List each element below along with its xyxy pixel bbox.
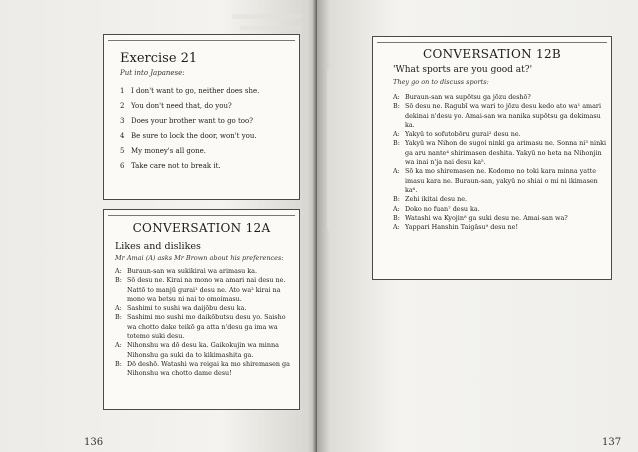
conversation-12a-box <box>103 209 300 410</box>
speaker-label: A: <box>393 167 400 176</box>
dialogue-lines <box>393 93 607 232</box>
speaker-label: A: <box>115 341 122 350</box>
list-item <box>120 114 259 129</box>
dialogue-line <box>393 102 607 130</box>
line-text: Buraun-san wa supōtsu ga jōzu deshō? <box>405 93 531 101</box>
line-text: Buraun-san wa sukikirai wa arimasu ka. <box>127 267 258 275</box>
dialogue-line <box>393 195 607 204</box>
speaker-label: B: <box>115 276 122 285</box>
bleed-through-edge <box>327 70 330 230</box>
item-text: I don't want to go, neither does she. <box>131 87 260 95</box>
list-item <box>120 84 259 99</box>
dialogue-line <box>393 130 607 139</box>
exercise-list <box>120 84 259 174</box>
item-number: 4 <box>120 132 125 140</box>
conversation-note: Mr Amai (A) asks Mr Brown about his preferences: <box>115 254 284 262</box>
speaker-label: B: <box>115 359 122 368</box>
conversation-title: CONVERSATION 12A <box>132 221 271 235</box>
list-item <box>120 129 259 144</box>
dialogue-line <box>393 214 607 223</box>
dialogue-line <box>393 139 607 167</box>
box-top-rule <box>108 40 295 41</box>
line-text: Yakyū wa Nihon de sugoi ninki ga arimasu ne. Sonna ni³ ninki ga aru nante⁴ shirimasen deshita. Yakyū no heta na Nihonjin wa inai n'ja nai desu ka⁵. <box>405 139 607 167</box>
dialogue-line <box>115 341 295 360</box>
speaker-label: B: <box>393 139 400 148</box>
line-text: Sashimi to sushi wa daijōbu desu ka. <box>127 304 247 313</box>
list-item <box>120 144 259 159</box>
line-text: Nihonshu wa dō desu ka. Gaikokujin wa minna Nihonshu ga suki da to kikimashita ga. <box>127 341 279 359</box>
speaker-label: A: <box>393 93 400 101</box>
line-text: Yakyū to sofutobōru gurai² desu ne. <box>405 130 521 139</box>
speaker-label: B: <box>115 313 122 322</box>
dialogue-line <box>115 313 295 341</box>
line-text: Sashimi mo sushi mo daikōbutsu desu yo. Saisho wa chotto dake teikō ga atta n'desu ga ima wa totemo suki desu. <box>127 313 286 341</box>
line-text: Zehi ikitai desu ne. <box>405 195 468 204</box>
line-text: Watashi wa Kyojin⁸ ga suki desu ne. Amai-san wa? <box>405 213 568 222</box>
item-text: Be sure to lock the door, won't you. <box>131 132 257 140</box>
speaker-label: A: <box>393 204 400 213</box>
speaker-label: A: <box>393 223 400 232</box>
dialogue-lines <box>115 267 295 379</box>
speaker-label: B: <box>393 102 400 111</box>
exercise-title: Exercise 21 <box>120 51 198 66</box>
bleed-through-text <box>232 14 302 19</box>
item-text: You don't need that, do you? <box>131 102 232 110</box>
left-page <box>0 0 317 452</box>
speaker-label: A: <box>115 267 122 275</box>
list-item <box>120 159 259 174</box>
line-text: Sō desu ne. Kirai na mono wa amari nai desu ne. Nattō to manjū gurai¹ desu ne. Ato wa² kirai na mono wa betsu ni nai to omoimasu. <box>127 276 286 303</box>
item-number: 3 <box>120 117 125 125</box>
item-text: Take care not to break it. <box>131 162 221 170</box>
conversation-subtitle: 'What sports are you good at?' <box>393 65 533 75</box>
speaker-label: B: <box>393 195 400 204</box>
item-text: Does your brother want to go too? <box>131 117 253 125</box>
dialogue-line <box>393 223 607 232</box>
item-text: My money's all gone. <box>131 147 206 155</box>
line-text: Sō ka mo shiremasen ne. Kodomo no toki kara minna yatte imasu kara ne. Buraun-san, yakyū no shiai o mi ni ikimasen ka⁶. <box>405 167 598 194</box>
item-number: 6 <box>120 162 125 170</box>
line-text: Sō desu ne. Ragubī wa wari to jōzu desu kedo ato wa¹ amari dekinai n'desu yo. Amai-san wa nanika supōtsu ga dekimasu ka. <box>405 102 602 129</box>
dialogue-line <box>115 276 295 304</box>
dialogue-line <box>115 360 295 379</box>
dialogue-line <box>393 205 607 214</box>
conversation-note: They go on to discuss sports: <box>393 78 489 86</box>
box-top-rule <box>377 42 607 43</box>
exercise-instruction: Put into Japanese: <box>120 69 185 77</box>
page-number: 136 <box>84 437 104 448</box>
dialogue-line <box>115 267 295 276</box>
conversation-title: CONVERSATION 12B <box>423 47 561 61</box>
exercise-box <box>103 34 300 200</box>
line-text: Yappari Hanshin Taigāsu⁹ desu ne! <box>405 223 519 232</box>
dialogue-line <box>393 167 607 195</box>
box-top-rule <box>108 215 295 216</box>
item-number: 5 <box>120 147 125 155</box>
page-number: 137 <box>602 437 622 448</box>
dialogue-line <box>115 304 295 313</box>
line-text: Dō deshō. Watashi wa reigai ka mo shiremasen ga Nihonshu wa chotto dame desu! <box>127 359 290 378</box>
bleed-through-text <box>240 26 302 30</box>
speaker-label: A: <box>393 130 400 139</box>
conversation-12b-box <box>372 36 612 280</box>
list-item <box>120 99 259 114</box>
item-number: 2 <box>120 102 125 110</box>
line-text: Doko no fuan⁷ desu ka. <box>405 204 480 213</box>
item-number: 1 <box>120 87 125 95</box>
right-page <box>317 0 638 452</box>
speaker-label: B: <box>393 213 400 222</box>
speaker-label: A: <box>115 304 122 313</box>
conversation-subtitle: Likes and dislikes <box>115 241 201 252</box>
dialogue-line <box>393 93 607 102</box>
